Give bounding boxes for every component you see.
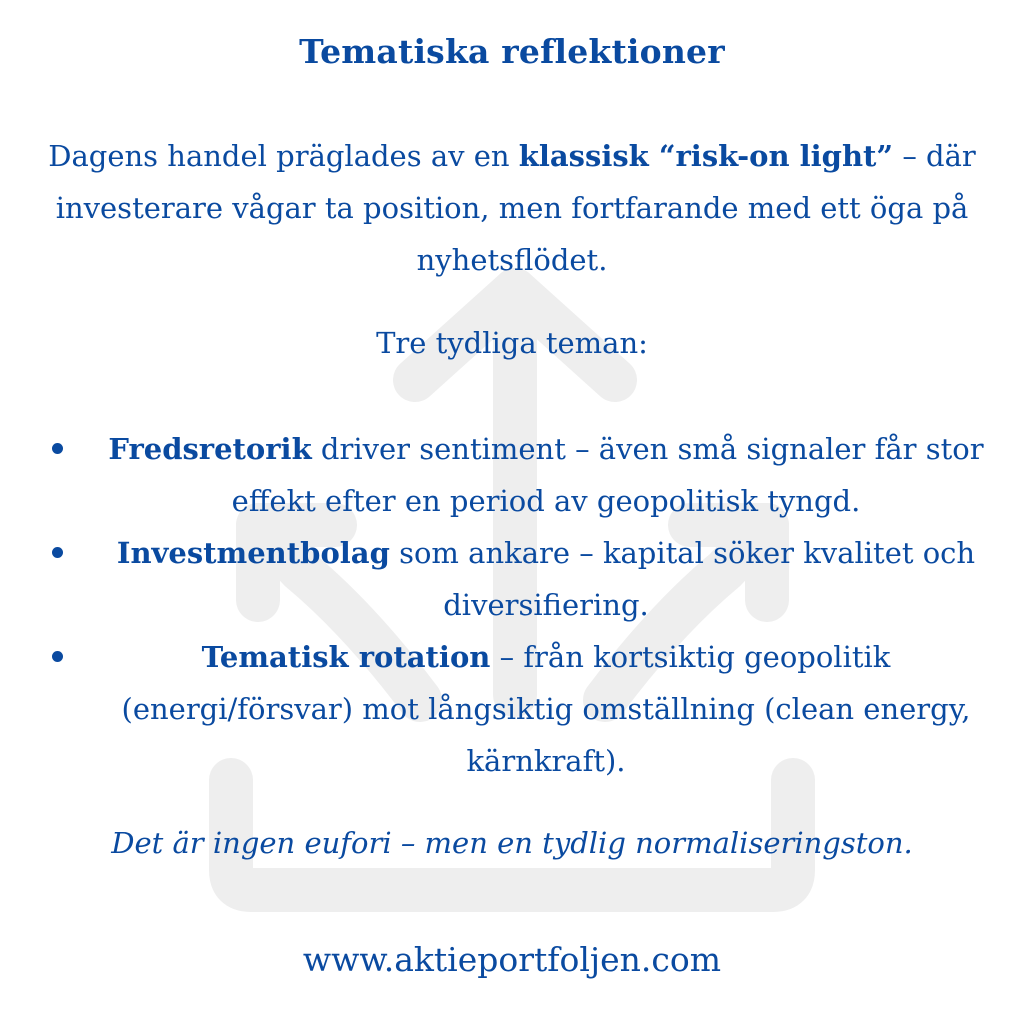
theme-title: Investmentbolag bbox=[116, 536, 390, 570]
list-item bbox=[44, 631, 1010, 787]
bullet-icon bbox=[52, 547, 63, 558]
closing-statement: Det är ingen eufori – men en tydlig normaliseringston. bbox=[111, 826, 913, 860]
bullet-icon bbox=[52, 651, 63, 662]
list-item bbox=[44, 527, 1010, 631]
themes-list bbox=[44, 423, 1010, 787]
intro-text-start: Dagens handel präglades av en bbox=[48, 139, 519, 173]
theme-title: Fredsretorik bbox=[108, 432, 312, 466]
page-title: Tematiska reflektioner bbox=[299, 32, 725, 71]
intro-bold-phrase: klassisk “risk-on light” bbox=[518, 139, 894, 173]
theme-text: driver sentiment – även små signaler får stor effekt efter en period av geopolitisk tyngd. bbox=[231, 432, 984, 518]
intro-text-end: – där investerare vågar ta position, men fortfarande med ett öga på nyhetsflödet. bbox=[55, 139, 976, 277]
theme-text: – från kortsiktig geopolitik (energi/försvar) mot långsiktig omställning (clean energy, kärnkraft). bbox=[121, 640, 971, 778]
bullet-icon bbox=[52, 443, 63, 454]
list-item bbox=[44, 423, 1010, 527]
themes-heading: Tre tydliga teman: bbox=[376, 326, 648, 360]
website-url: www.aktieportfoljen.com bbox=[302, 940, 722, 979]
intro-paragraph bbox=[22, 130, 1002, 286]
theme-title: Tematisk rotation bbox=[201, 640, 491, 674]
theme-text: som ankare – kapital söker kvalitet och diversifiering. bbox=[389, 536, 976, 622]
